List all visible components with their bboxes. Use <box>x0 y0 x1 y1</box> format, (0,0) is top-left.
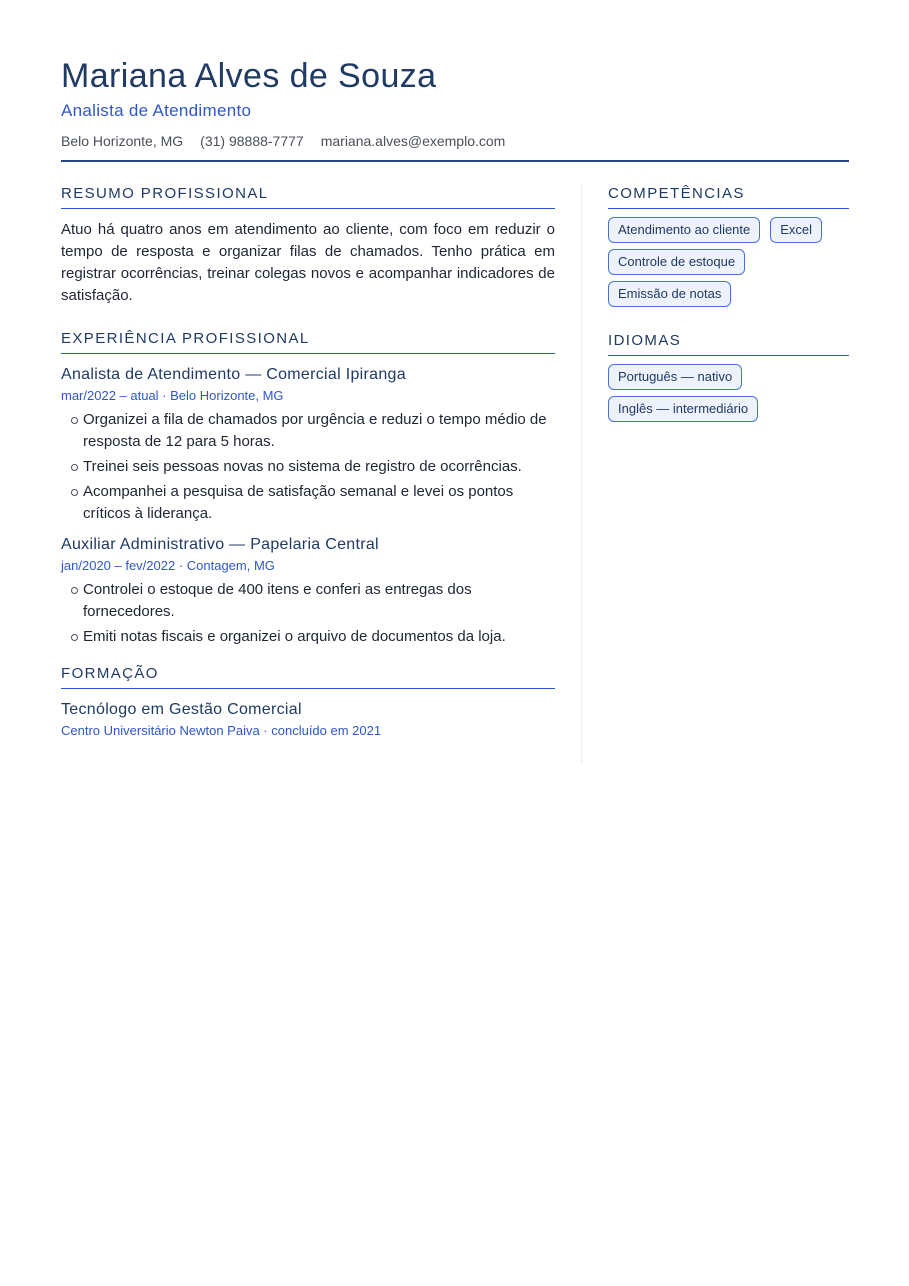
skill-tag: Emissão de notas <box>608 281 731 307</box>
job-title: Analista de Atendimento — Comercial Ipiranga <box>61 366 406 383</box>
achievement-text: Acompanhei a pesquisa de satisfação semanal e levei os pontos críticos à liderança. <box>83 483 514 522</box>
achievement-text: Treinei seis pessoas novas no sistema de registro de ocorrências. <box>83 458 522 475</box>
achievement-text: Emiti notas fiscais e organizei o arquivo de documentos da loja. <box>83 628 506 645</box>
skill-tag: Excel <box>770 217 822 243</box>
bullet-circle-icon <box>71 489 78 496</box>
contact-phone: (31) 98888-7777 <box>200 133 304 149</box>
languages-title: IDIOMAS <box>608 331 849 356</box>
languages-section <box>608 331 849 428</box>
summary-text: Atuo há quatro anos em atendimento ao cliente, com foco em reduzir o tempo de resposta e organizar filas de chamados. Tenho prática em registrar ocorrências, treinar colegas novos e acompanhar indicadores de satisfação. <box>61 221 555 304</box>
achievement-item <box>61 409 555 453</box>
side-column <box>608 184 849 428</box>
skills-list <box>608 217 849 313</box>
main-column <box>61 184 555 740</box>
job-achievements <box>61 579 555 648</box>
education-title: FORMAÇÃO <box>61 664 555 689</box>
bullet-circle-icon <box>71 417 78 424</box>
contact-email: mariana.alves@exemplo.com <box>320 133 506 149</box>
education-section <box>61 664 555 740</box>
bullet-circle-icon <box>71 634 78 641</box>
achievement-text: Controlei o estoque de 400 itens e conferi as entregas dos fornecedores. <box>83 581 472 620</box>
column-divider <box>581 184 582 764</box>
achievement-text: Organizei a fila de chamados por urgência e reduzi o tempo médio de resposta de 12 para 5 horas. <box>83 411 547 450</box>
degree-meta: Centro Universitário Newton Paiva · concluído em 2021 <box>61 723 382 738</box>
candidate-role: Analista de Atendimento <box>61 101 252 120</box>
resume-header <box>61 56 849 150</box>
header-divider <box>61 160 849 162</box>
job-meta: mar/2022 – atual · Belo Horizonte, MG <box>61 388 284 403</box>
language-tag: Inglês — intermediário <box>608 396 758 422</box>
skill-tag: Atendimento ao cliente <box>608 217 760 243</box>
bullet-circle-icon <box>71 587 78 594</box>
languages-list <box>608 364 849 428</box>
degree-title: Tecnólogo em Gestão Comercial <box>61 701 302 718</box>
job-entry <box>61 364 555 525</box>
job-achievements <box>61 409 555 525</box>
job-entry <box>61 534 555 648</box>
skills-section <box>608 184 849 313</box>
experience-section <box>61 329 555 648</box>
summary-title: RESUMO PROFISSIONAL <box>61 184 555 209</box>
contact-location: Belo Horizonte, MG <box>61 133 184 149</box>
job-title: Auxiliar Administrativo — Papelaria Central <box>61 536 379 553</box>
achievement-item <box>61 456 555 478</box>
achievement-item <box>61 626 555 648</box>
bullet-circle-icon <box>71 464 78 471</box>
experience-title: EXPERIÊNCIA PROFISSIONAL <box>61 329 555 354</box>
language-tag: Português — nativo <box>608 364 742 390</box>
achievement-item <box>61 481 555 525</box>
education-entry <box>61 699 555 740</box>
skill-tag: Controle de estoque <box>608 249 745 275</box>
summary-section <box>61 184 555 307</box>
candidate-name: Mariana Alves de Souza <box>61 57 437 95</box>
contact-line <box>61 132 849 150</box>
job-meta: jan/2020 – fev/2022 · Contagem, MG <box>61 558 275 573</box>
achievement-item <box>61 579 555 623</box>
skills-title: COMPETÊNCIAS <box>608 184 849 209</box>
